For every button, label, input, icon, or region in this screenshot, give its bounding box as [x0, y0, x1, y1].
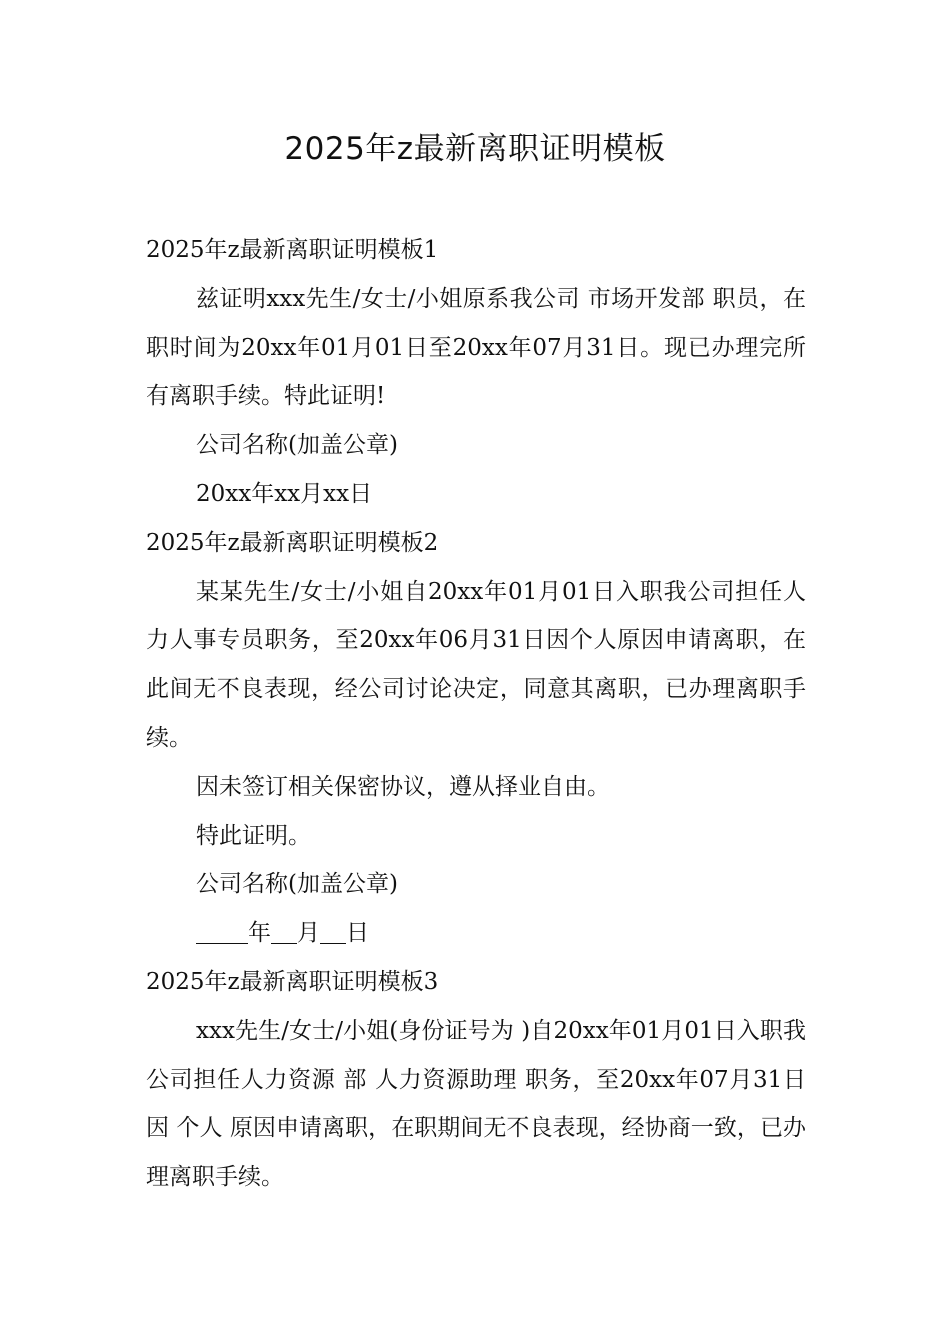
closing-line: 特此证明。	[196, 822, 311, 849]
certificate-paragraph: 兹证明xxx先生/女士/小姐原系我公司 市场开发部 职员，在职时间为20xx年01月01日至20xx年07月31日。现已办理完所有离职手续。特此证明!	[146, 285, 806, 410]
year-label: 年	[248, 920, 271, 947]
document-body	[146, 226, 806, 1202]
certificate-paragraph: xxx先生/女士/小姐(身份证号为 )自20xx年01月01日入职我公司担任人力资源 部 人力资源助理 职务，至20xx年07月31日因 个人 原因申请离职，在职期间无不良表现，经协商一致，已办理离职手续。	[146, 1017, 806, 1191]
month-label: 月	[297, 920, 320, 947]
day-blank	[320, 920, 346, 944]
section-heading: 2025年z最新离职证明模板1	[146, 237, 439, 263]
confidentiality-note: 因未签订相关保密协议，遵从择业自由。	[196, 773, 610, 800]
date-line: 20xx年xx月xx日	[196, 480, 373, 507]
day-label: 日	[346, 920, 369, 947]
company-seal-line: 公司名称(加盖公章)	[196, 432, 398, 459]
company-seal-line: 公司名称(加盖公章)	[196, 871, 398, 898]
month-blank	[271, 920, 297, 944]
section-heading: 2025年z最新离职证明模板2	[146, 529, 439, 556]
certificate-paragraph: 某某先生/女士/小姐自20xx年01月01日入职我公司担任人力人事专员职务，至20xx年06月31日因个人原因申请离职，在此间无不良表现，经公司讨论决定，同意其离职，已办理离职手续。	[146, 578, 806, 751]
section-heading: 2025年z最新离职证明模板3	[146, 968, 439, 995]
year-blank	[196, 920, 248, 944]
document-title: 2025年z最新离职证明模板	[284, 131, 666, 167]
blank-date-line	[146, 909, 806, 958]
